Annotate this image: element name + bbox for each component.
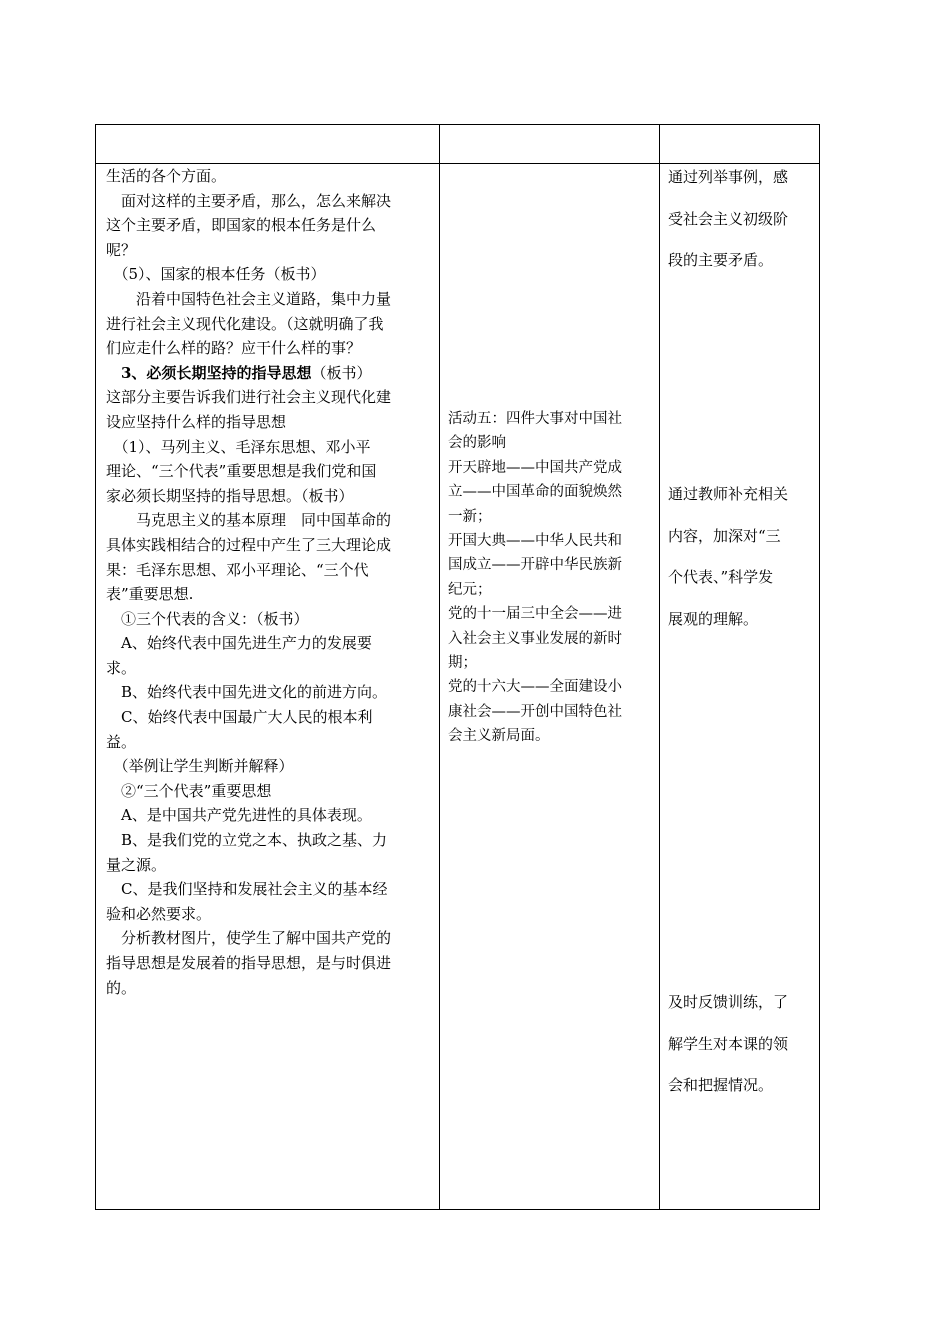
text-line: B、是我们党的立党之本、执政之基、力 bbox=[106, 831, 388, 850]
text-line: 展观的理解。 bbox=[668, 609, 759, 628]
text-line: 活动五：四件大事对中国社 bbox=[448, 411, 622, 427]
text-line: 个代表、”科学发 bbox=[668, 568, 774, 586]
text-line: 入社会主义事业发展的新时 bbox=[448, 630, 622, 647]
text-line: B、始终代表中国先进文化的前进方向。 bbox=[106, 683, 388, 702]
text-line: 具体实践相结合的过程中产生了三大理论成 bbox=[106, 535, 392, 554]
text-line: 表”重要思想. bbox=[106, 585, 194, 604]
text-line: 面对这样的主要矛盾，那么，怎么来解决 bbox=[106, 191, 392, 210]
text-line: 求。 bbox=[106, 658, 137, 677]
text-line: 开天辟地——中国共产党成 bbox=[448, 459, 622, 476]
text-line: 会的影响 bbox=[448, 435, 506, 452]
text-line: 们应走什么样的路？应干什么样的事？ bbox=[106, 339, 362, 358]
text-line: 会和把握情况。 bbox=[668, 1076, 774, 1094]
text-line: 国成立——开辟中华民族新 bbox=[448, 557, 622, 574]
column-divider bbox=[439, 125, 440, 1209]
text-line: 会主义新局面。 bbox=[448, 728, 550, 745]
text-line: 康社会——开创中国特色社 bbox=[448, 703, 622, 720]
student-activity-cell bbox=[448, 407, 653, 749]
text-line: C、始终代表中国最广大人民的根本利 bbox=[106, 708, 373, 727]
text-line: 验和必然要求。 bbox=[106, 904, 212, 923]
text-line: 家必须长期坚持的指导思想。（板书） bbox=[106, 486, 354, 505]
text-line: 果：毛泽东思想、邓小平理论、“三个代 bbox=[106, 560, 369, 579]
text-line: 呢？ bbox=[106, 240, 137, 259]
text-line: ②“三个代表”重要思想 bbox=[106, 781, 272, 800]
text-line: 这个主要矛盾，即国家的根本任务是什么 bbox=[106, 216, 377, 235]
text-line: 进行社会主义现代化建设。（这就明确了我 bbox=[106, 314, 384, 333]
text-line: 分析教材图片，使学生了解中国共产党的 bbox=[106, 929, 392, 948]
text-line: 量之源。 bbox=[106, 855, 167, 874]
text-line: 指导思想是发展着的指导思想，是与时俱进 bbox=[106, 954, 392, 972]
text-line: 党的十六大——全面建设小 bbox=[448, 679, 622, 696]
text-line: A、是中国共产党先进性的具体表现。 bbox=[106, 806, 372, 825]
text-line: （举例让学生判断并解释） bbox=[106, 757, 294, 776]
text-line: 设应坚持什么样的指导思想 bbox=[106, 412, 287, 431]
text-line: 及时反馈训练，了 bbox=[668, 993, 789, 1011]
text-line: （1）、马列主义、毛泽东思想、邓小平 bbox=[106, 437, 371, 456]
text-line: 党的十一届三中全会——进 bbox=[448, 606, 622, 623]
text-line: 纪元； bbox=[448, 581, 492, 598]
text-line: 期； bbox=[448, 655, 477, 672]
teaching-content-cell bbox=[106, 164, 428, 1000]
design-intent-block bbox=[668, 157, 816, 282]
column-divider bbox=[659, 125, 660, 1209]
text-line: 马克思主义的基本原理 同中国革命的 bbox=[106, 511, 392, 530]
text-line: A、始终代表中国先进生产力的发展要 bbox=[106, 634, 372, 653]
text-line: C、是我们坚持和发展社会主义的基本经 bbox=[106, 880, 388, 899]
design-intent-block bbox=[668, 982, 816, 1107]
section-heading-note: （板书） bbox=[311, 363, 372, 382]
text-line: 理论、“三个代表”重要思想是我们党和国 bbox=[106, 462, 377, 481]
text-line: （5）、国家的根本任务（板书） bbox=[106, 265, 326, 284]
text-line: 段的主要矛盾。 bbox=[668, 251, 774, 269]
text-line: 解学生对本课的领 bbox=[668, 1034, 789, 1053]
text-line: 这部分主要告诉我们进行社会主义现代化建 bbox=[106, 388, 392, 407]
section-heading-bold: 3、必须长期坚持的指导思想 bbox=[106, 363, 312, 382]
text-line: 开国大典——中华人民共和 bbox=[448, 533, 622, 550]
text-line: 内容，加深对“三 bbox=[668, 526, 781, 545]
text-line: 通过列举事例，感 bbox=[668, 168, 789, 186]
text-line: 益。 bbox=[106, 732, 137, 751]
text-line: 通过教师补充相关 bbox=[668, 485, 789, 503]
text-line: 沿着中国特色社会主义道路，集中力量 bbox=[106, 289, 392, 308]
text-line: 生活的各个方面。 bbox=[106, 167, 227, 185]
text-line: 一新； bbox=[448, 508, 492, 525]
text-line: 立——中国革命的面貌焕然 bbox=[448, 484, 622, 501]
text-line: ①三个代表的含义：（板书） bbox=[106, 609, 309, 628]
lesson-table bbox=[95, 124, 820, 1210]
text-line: 受社会主义初级阶 bbox=[668, 209, 789, 228]
section-heading bbox=[106, 361, 428, 386]
design-intent-block bbox=[668, 474, 816, 640]
text-line: 的。 bbox=[106, 978, 137, 997]
